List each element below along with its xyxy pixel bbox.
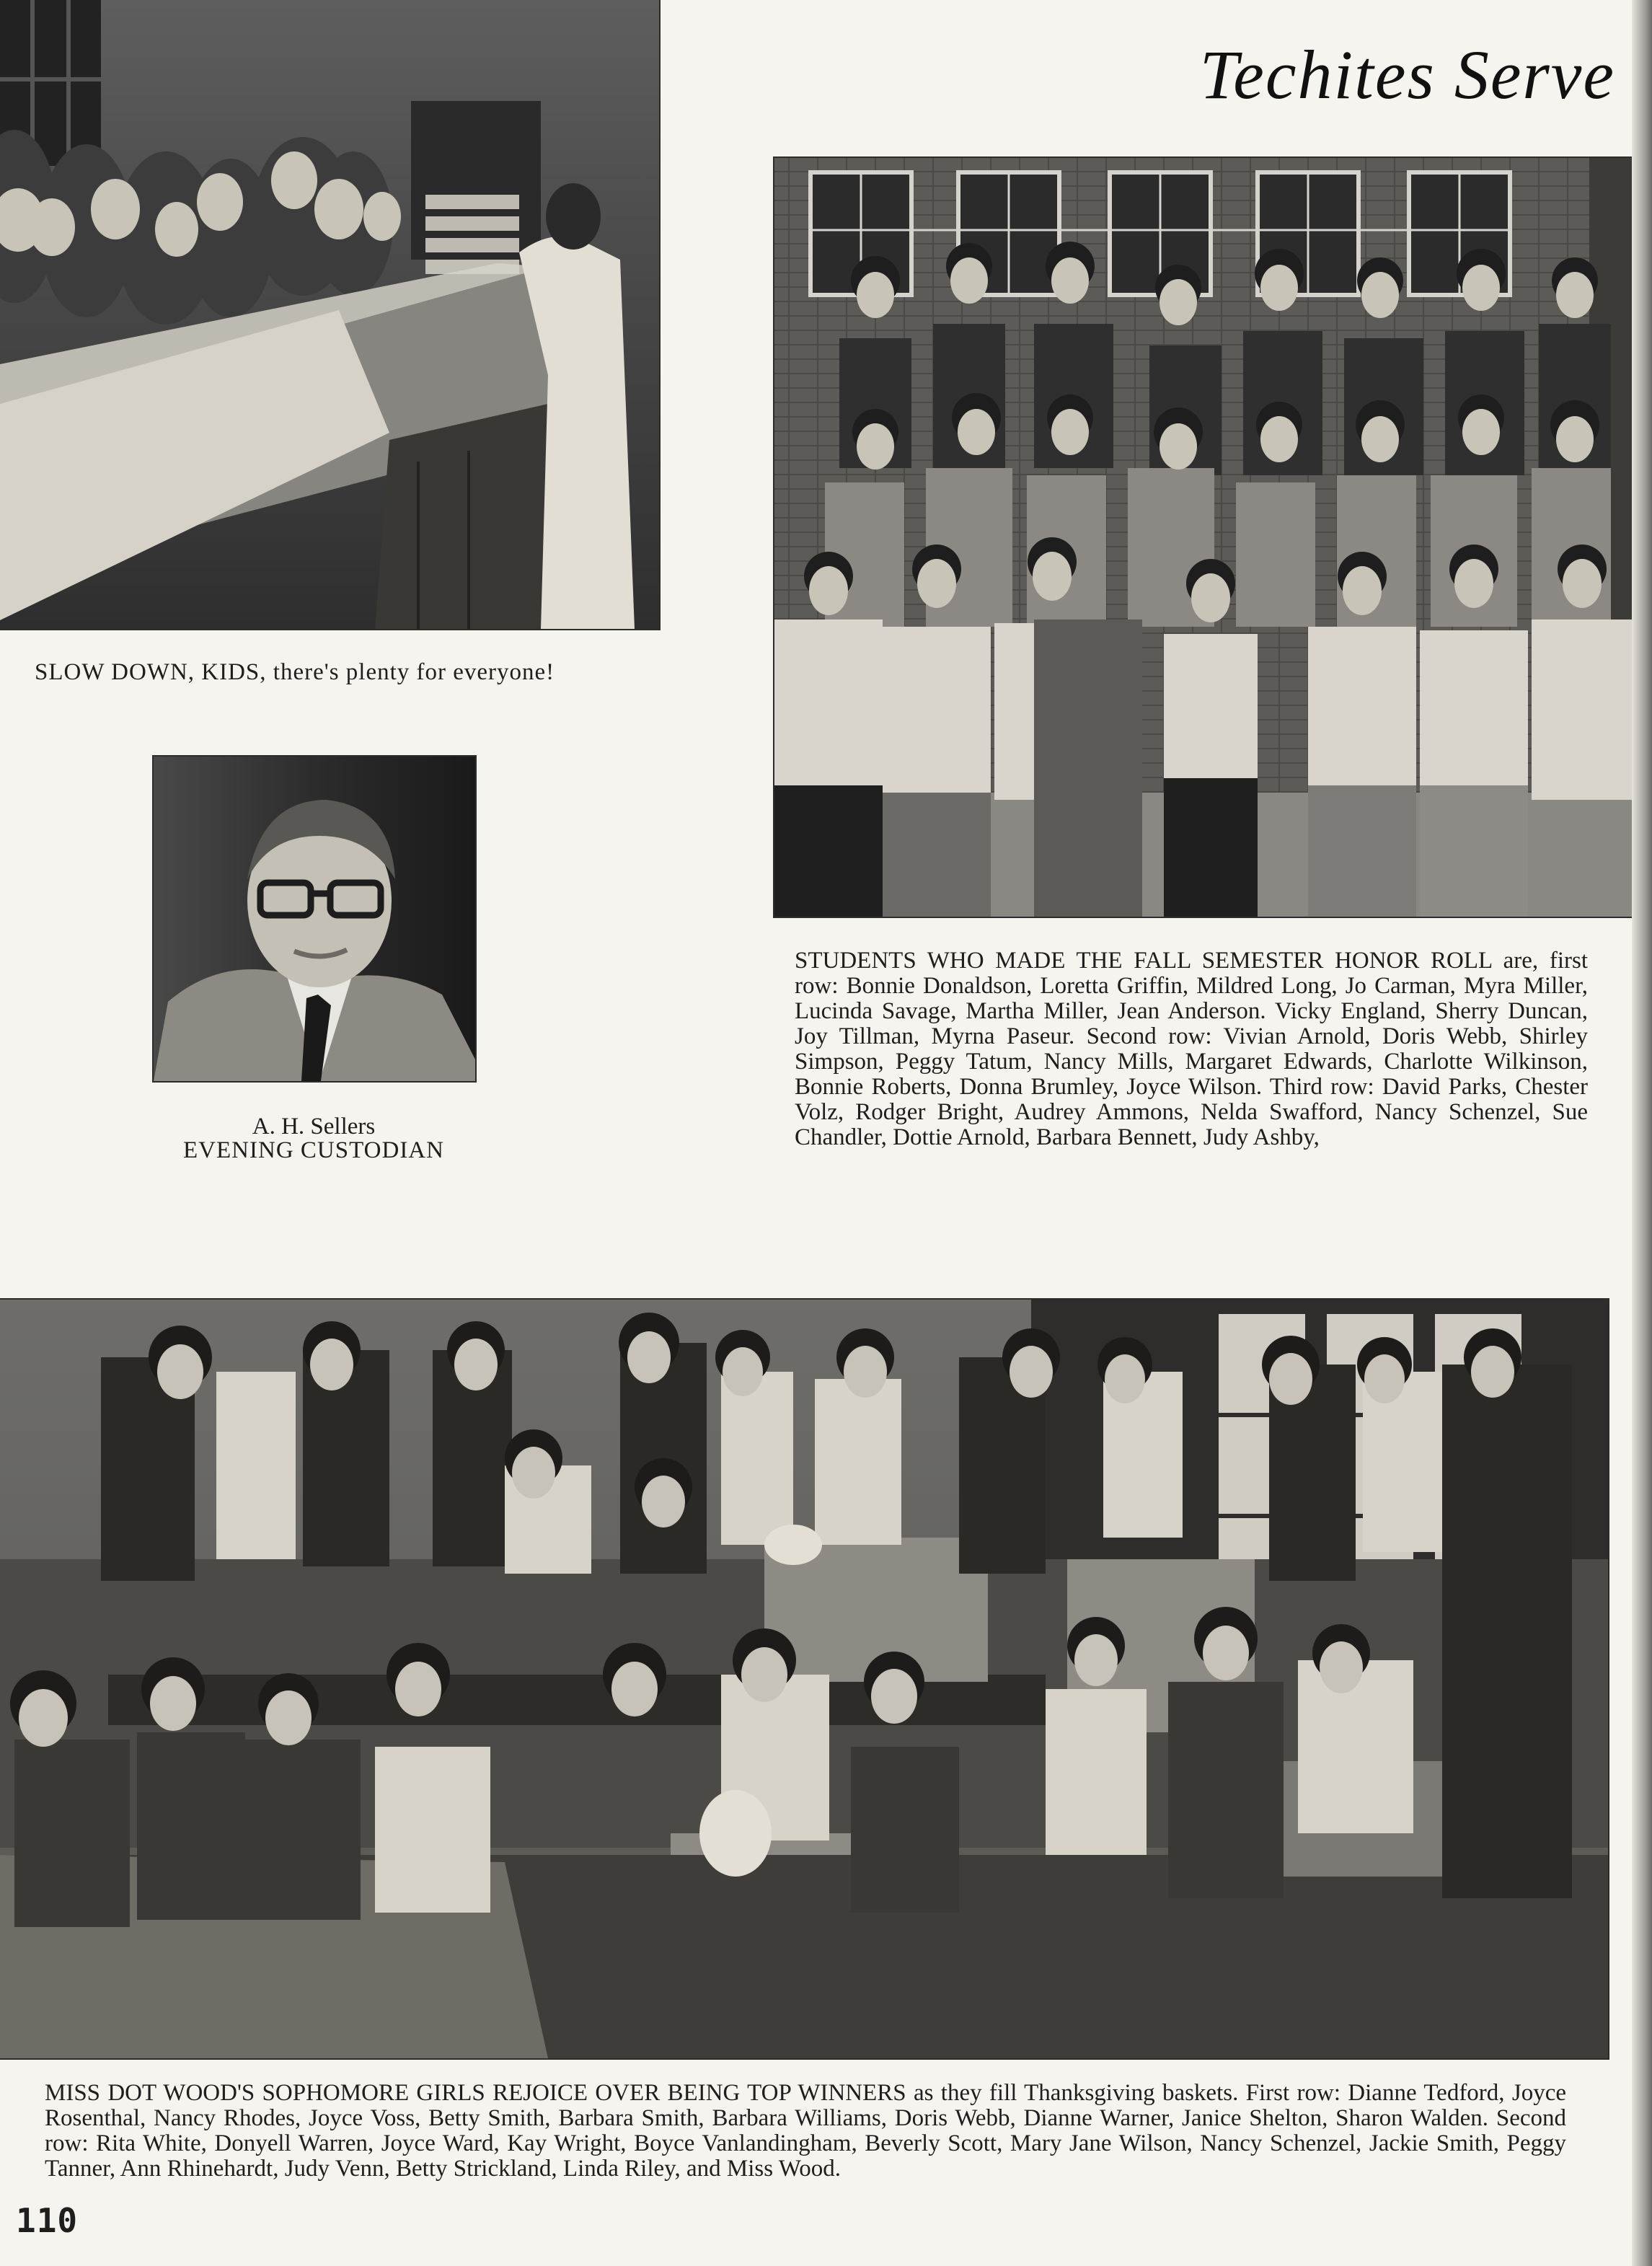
book-gutter-shadow: [1632, 0, 1652, 2266]
cafeteria-line-photo: [0, 0, 661, 630]
sophomore-girls-caption: [45, 2081, 1566, 2182]
page-title: Techites Serve: [1199, 36, 1615, 113]
honor-roll-caption-text: are, first row: Bonnie Donaldson, Loretta Griffin, Mildred Long, Jo Carman, Myra Miller, Lucinda Savage, Martha Miller, Jean Anderson. Vicky England, Sherry Duncan, Joy Tillman, Myrna Paseur. Second row: Vivian Arnold, Doris Webb, Shirley Simpson, Peggy Tatum, Nancy Mills, Margaret Edwards, Charlotte Wilkinson, Bonnie Roberts, Donna Brumley, Joyce Wilson. Third row: David Parks, Chester Volz, Rodger Bright, Audrey Ammons, Nelda Swafford, Nancy Schenzel, Sue Chandler, Dottie Arnold, Barbara Bennett, Judy Ashby,: [795, 948, 1588, 1150]
cafeteria-caption: SLOW DOWN, KIDS, there's plenty for everyone!: [35, 659, 555, 685]
sophomore-girls-caption-lead: MISS DOT WOOD'S SOPHOMORE GIRLS REJOICE OVER BEING TOP WINNERS: [45, 2080, 906, 2106]
honor-roll-group-photo: [773, 156, 1652, 918]
custodian-role: EVENING CUSTODIAN: [183, 1137, 444, 1163]
sophomore-girls-thanksgiving-photo: [0, 1298, 1609, 2060]
page-number: 110: [16, 2201, 79, 2240]
sophomore-girls-caption-text: as they fill Thanksgiving baskets. First row: Dianne Tedford, Joyce Rosenthal, Nancy Rhodes, Joyce Voss, Betty Smith, Barbara Smith, Barbara Williams, Doris Webb, Dianne Warner, Janice Shelton, Sharon Walden. Second row: Rita White, Donyell Warren, Joyce Ward, Kay Wright, Boyce Vanlandingham, Beverly Scott, Mary Jane Wilson, Nancy Schenzel, Jackie Smith, Peggy Tanner, Ann Rhinehardt, Judy Venn, Betty Strickland, Linda Riley, and Miss Wood.: [45, 2080, 1566, 2182]
custodian-name: A. H. Sellers: [252, 1114, 376, 1139]
custodian-portrait-photo: [152, 755, 477, 1083]
honor-roll-caption-lead: STUDENTS WHO MADE THE FALL SEMESTER HONOR ROLL: [795, 948, 1492, 974]
honor-roll-caption: [795, 948, 1588, 1150]
